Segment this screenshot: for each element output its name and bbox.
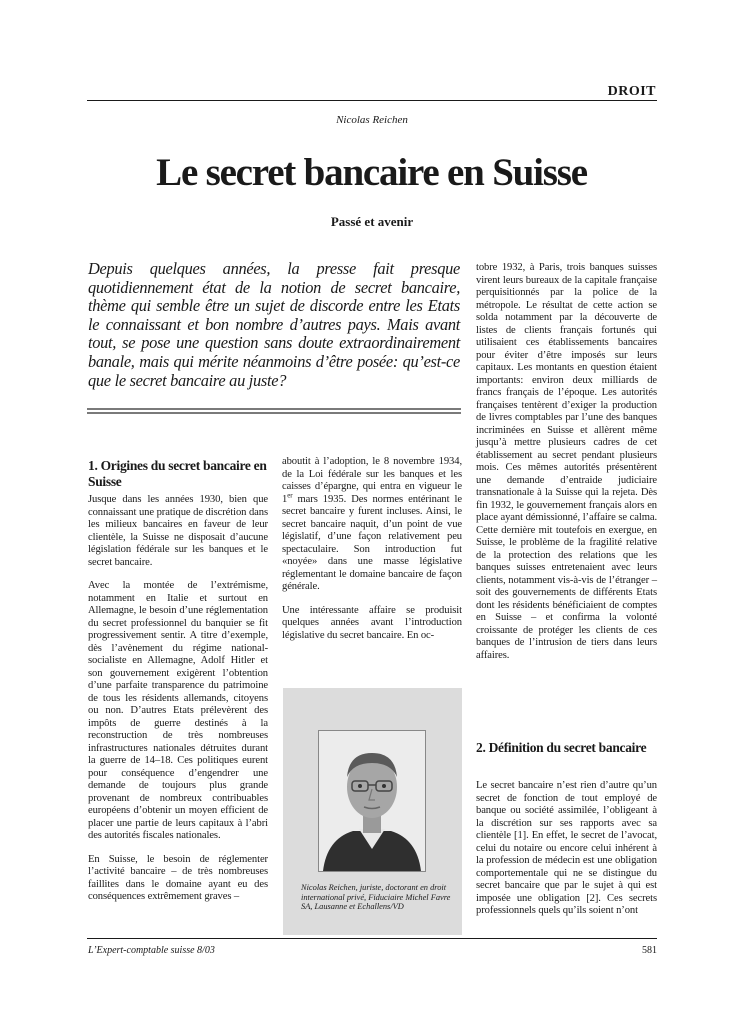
paragraph: Jusque dans les années 1930, bien que connaissant une pratique de discrétion dans les milieux bancaires en faveur de leur clientèle, la Suisse ne disposait d’aucune législation fédérale sur les banques et le secret bancaire. (88, 494, 268, 568)
paragraph: Le secret bancaire n’est rien d’autre qu’un secret de fonction de tout employé de banque ou société assimilée, l’obligeant à la discrétion sur ses rapports avec sa clientèle [1]. En effet, le secret de l’avocat, celui du notaire ou encore celui inhérent à la profession de médecin est une obligation comportementale qui ne se distingue du secret bancaire que par le sujet à qui est imposée une obligation [2]. Ces secrets professionnels quels qu’ils soient n’ont (476, 780, 657, 916)
footer-rule (87, 938, 657, 939)
column-4 (476, 780, 657, 929)
photo-caption: Nicolas Reichen, juriste, doctorant en droit international privé, Fiduciaire Michel Favre SA, Lausanne et Echallens/VD (301, 883, 451, 911)
section-1-heading: 1. Origines du secret bancaire en Suisse (88, 458, 267, 489)
author-photo (318, 730, 426, 872)
paragraph: Avec la montée de l’extrémisme, notamment en Italie et surtout en Allemagne, le besoin d’une réglementation du secret professionnel du banquier se fit progressivement sentir. A titre d’exemple, dès l’avènement du régime national-socialiste en Allemagne, Adolf Hitler et son gouvernement exigèrent l’obtention d’une parfaite transparence du patrimoine de tous les résidents allemands, citoyens ou non. D’autres Etats prélevèrent des impôts de guerre destinés à la reconstruction de très nombreuses infrastructures nationales détruites durant la guerre de 14–18. Ces politiques eurent pour conséquence d’engendrer une demande de toujours plus grande provenant de nombreux contribuables européens d’obtenir un moyen efficient de placer une partie de leurs capitaux à l’abri des autorités fiscales nationales. (88, 580, 268, 841)
lead-divider-bottom (87, 412, 461, 414)
journal-name: L’Expert-comptable suisse 8/03 (88, 945, 215, 956)
superscript: er (287, 490, 293, 499)
portrait-image (319, 731, 425, 871)
article-subtitle: Passé et avenir (330, 214, 414, 229)
paragraph: En Suisse, le besoin de réglementer l’activité bancaire – de très nombreuses faillites dans le domaine ayant eu des conséquences extrêmement graves – (88, 853, 268, 902)
text-span: aboutit à l’adoption, le 8 novembre 1934, de la Loi fédérale sur les banques et les caisses d’épargne, qui entra en vigueur le 1 (282, 456, 462, 505)
text-span: mars 1935. Des normes entérinant le secret bancaire y furent incluses. Ainsi, le secret bancaire naquit, d’un point de vue législatif, d’une façon relativement peu spectaculaire. Son introduction fut «noyée» dans une masse législative réglementant le domaine bancaire de façon générale. (282, 493, 462, 592)
column-3 (476, 262, 657, 673)
section-tag: DROIT (607, 84, 656, 99)
article-author: Nicolas Reichen (336, 114, 408, 126)
article-title: Le secret bancaire en Suisse (156, 151, 587, 194)
paragraph: Une intéressante affaire se produisit quelques années avant l’introduction législative du secret bancaire. En oc- (282, 604, 462, 641)
column-1 (88, 494, 268, 915)
lead-divider-top (87, 408, 461, 410)
header-rule (87, 100, 657, 101)
page-number: 581 (642, 945, 657, 956)
column-2 (282, 456, 462, 653)
lead-paragraph: Depuis quelques années, la presse fait presque quotidiennement état de la notion de secret bancaire, thème qui semble être un sujet de discorde entre les Etats le connaissant et bon nombre d’autres pays. Mais avant tout, se pose une question sans doute extraordinairement banale, mais qui mérite néanmoins d’être posée: qu’est-ce que le secret bancaire au juste? (88, 259, 460, 390)
paragraph: tobre 1932, à Paris, trois banques suisses virent leurs bureaux de la capitale française perquisitionnés par la police de la métropole. Le résultat de cette action se solda notamment par la découverte de listes de clients français fortunés qui utilisaient ces établissements bancaires pour éviter d’être imposés sur leurs capitaux. Les montants en question étaient importants: environ deux milliards de francs français de l’époque. Les autorités françaises tentèrent d’exiger la production de livres comptables par l’une des banques incriminées en Suisse et allèrent même jusqu’à mettre plusieurs cadres de cet établissement au secret pendant plusieurs mois. Ces mêmes autorités présentèrent une demande d’entraide judiciaire transnationale à la Suisse qui la rejeta. Dès fin 1932, le gouvernement français alors en place ayant démissionné, l’affaire se calma. Cette dernière mit toutefois en exergue, en Suisse, le problème de la fragilité relative de la protection des relations que les banques suisses entretenaient avec leurs clients, notamment vis-à-vis de l’étranger – soit des gouvernements de différents Etats dont les résidents bénéficiaient de comptes en Suisse – et confirma la volonté croissante de protéger les clients de ces banques de l’intrusion de tiers dans leurs affaires. (476, 262, 657, 661)
paragraph (282, 456, 462, 594)
section-2-heading: 2. Définition du secret bancaire (476, 740, 647, 755)
